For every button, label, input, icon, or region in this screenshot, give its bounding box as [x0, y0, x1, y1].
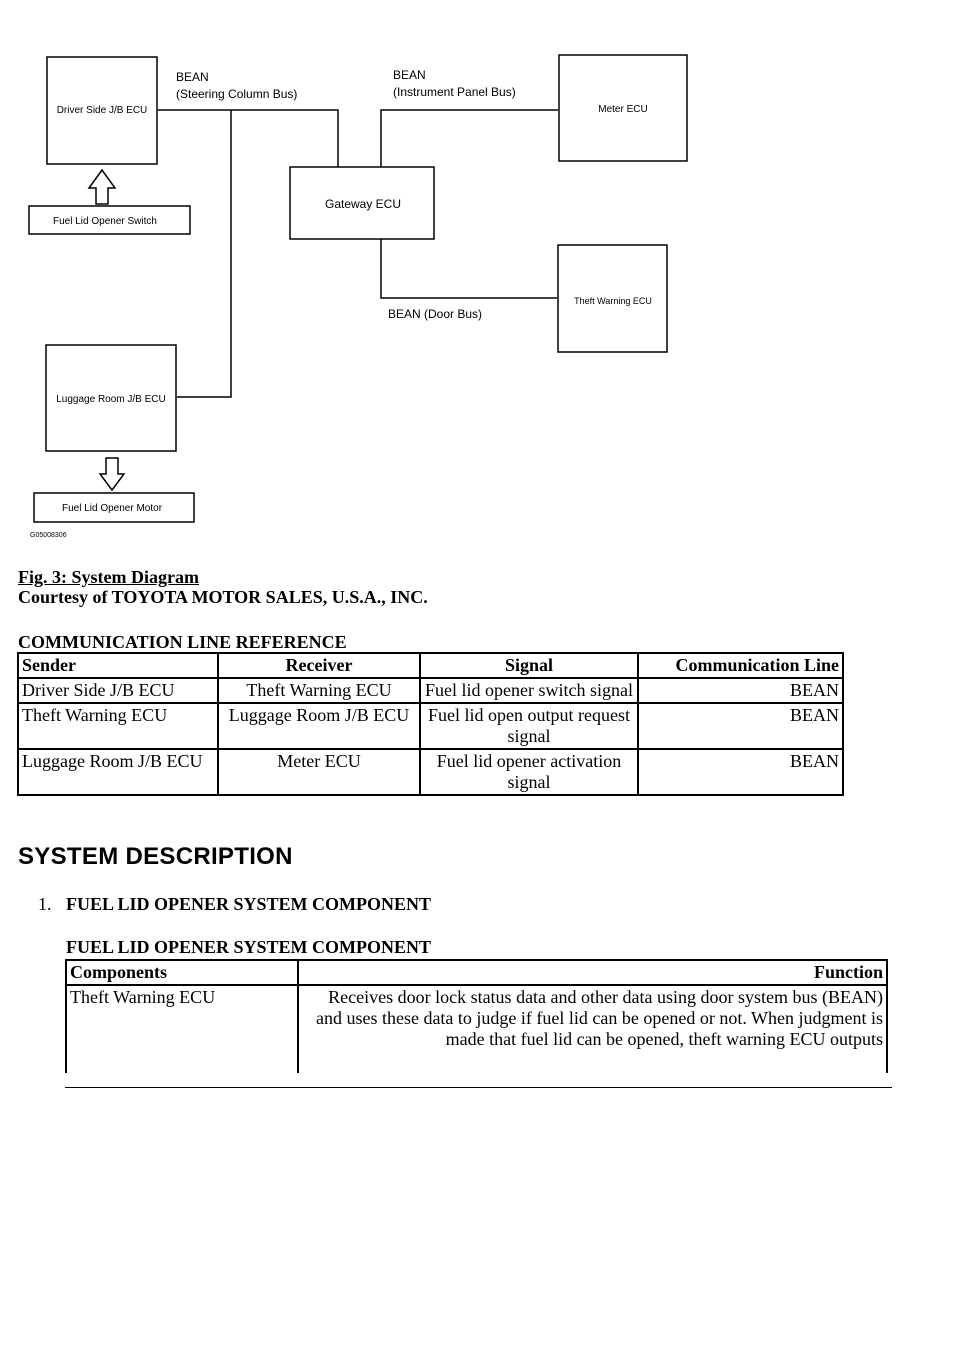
door-bus-label: BEAN (Door Bus) [388, 307, 483, 321]
driver-jb-ecu-label: Driver Side J/B ECU [56, 105, 148, 116]
page-bottom-rule [65, 1087, 892, 1088]
cell-function: Receives door lock status data and other data using door system bus (BEAN) and uses these data to judge if fuel lid can be opened or not. When judgment is made that fuel lid can be opened, theft warning ECU outputs [298, 985, 887, 1073]
comm-table-title: COMMUNICATION LINE REFERENCE [18, 632, 347, 652]
gateway-ecu-label: Gateway ECU [324, 197, 402, 211]
figure-code: G05008306 [30, 532, 67, 539]
figure-title: Fig. 3: System Diagram [18, 567, 199, 587]
cell-signal: Fuel lid opener activation signal [420, 749, 638, 795]
down-arrow-icon [100, 458, 124, 490]
item-label: FUEL LID OPENER SYSTEM COMPONENT [66, 894, 432, 914]
table-row [18, 703, 843, 749]
cell-line: BEAN [638, 703, 843, 749]
figure-caption [18, 567, 428, 607]
communication-line-table [17, 652, 844, 796]
meter-ecu-label: Meter ECU [598, 104, 648, 115]
instrument-panel-bus-line [381, 110, 558, 167]
list-item [38, 894, 431, 915]
table-header-row [18, 653, 843, 678]
cell-sender: Theft Warning ECU [18, 703, 218, 749]
steering-bus-label-2: (Steering Column Bus) [176, 87, 298, 101]
cell-signal: Fuel lid opener switch signal [420, 678, 638, 703]
fuel-lid-opener-motor-label: Fuel Lid Opener Motor [61, 503, 163, 514]
figure-courtesy: Courtesy of TOYOTA MOTOR SALES, U.S.A., INC. [18, 587, 428, 607]
steering-column-bus-line [158, 110, 338, 167]
header-receiver: Receiver [218, 653, 420, 678]
theft-warning-ecu-label: Theft Warning ECU [574, 296, 652, 306]
cell-receiver: Meter ECU [218, 749, 420, 795]
steering-bus-label-1: BEAN [176, 70, 209, 84]
header-communication-line: Communication Line [638, 653, 843, 678]
cell-component: Theft Warning ECU [66, 985, 298, 1073]
header-sender: Sender [18, 653, 218, 678]
cell-signal: Fuel lid open output request signal [420, 703, 638, 749]
table-row [18, 678, 843, 703]
cell-receiver: Luggage Room J/B ECU [218, 703, 420, 749]
system-diagram [0, 0, 960, 545]
system-description-heading: SYSTEM DESCRIPTION [18, 843, 293, 870]
table-row [18, 749, 843, 795]
instrument-bus-label-2: (Instrument Panel Bus) [393, 85, 516, 99]
luggage-room-jb-ecu-label: Luggage Room J/B ECU [56, 394, 166, 405]
cell-sender: Luggage Room J/B ECU [18, 749, 218, 795]
component-function-table [65, 959, 888, 1073]
component-table-title: FUEL LID OPENER SYSTEM COMPONENT [66, 937, 432, 957]
item-number: 1. [38, 894, 52, 914]
steering-bus-branch-line [177, 110, 231, 397]
up-arrow-icon [89, 170, 115, 204]
table-header-row [66, 960, 887, 985]
header-components: Components [66, 960, 298, 985]
table-row [66, 985, 887, 1073]
header-function: Function [298, 960, 887, 985]
instrument-bus-label-1: BEAN [393, 68, 426, 82]
cell-line: BEAN [638, 678, 843, 703]
fuel-lid-opener-switch-label: Fuel Lid Opener Switch [53, 216, 157, 227]
header-signal: Signal [420, 653, 638, 678]
cell-receiver: Theft Warning ECU [218, 678, 420, 703]
cell-line: BEAN [638, 749, 843, 795]
door-bus-line [381, 239, 557, 298]
cell-sender: Driver Side J/B ECU [18, 678, 218, 703]
